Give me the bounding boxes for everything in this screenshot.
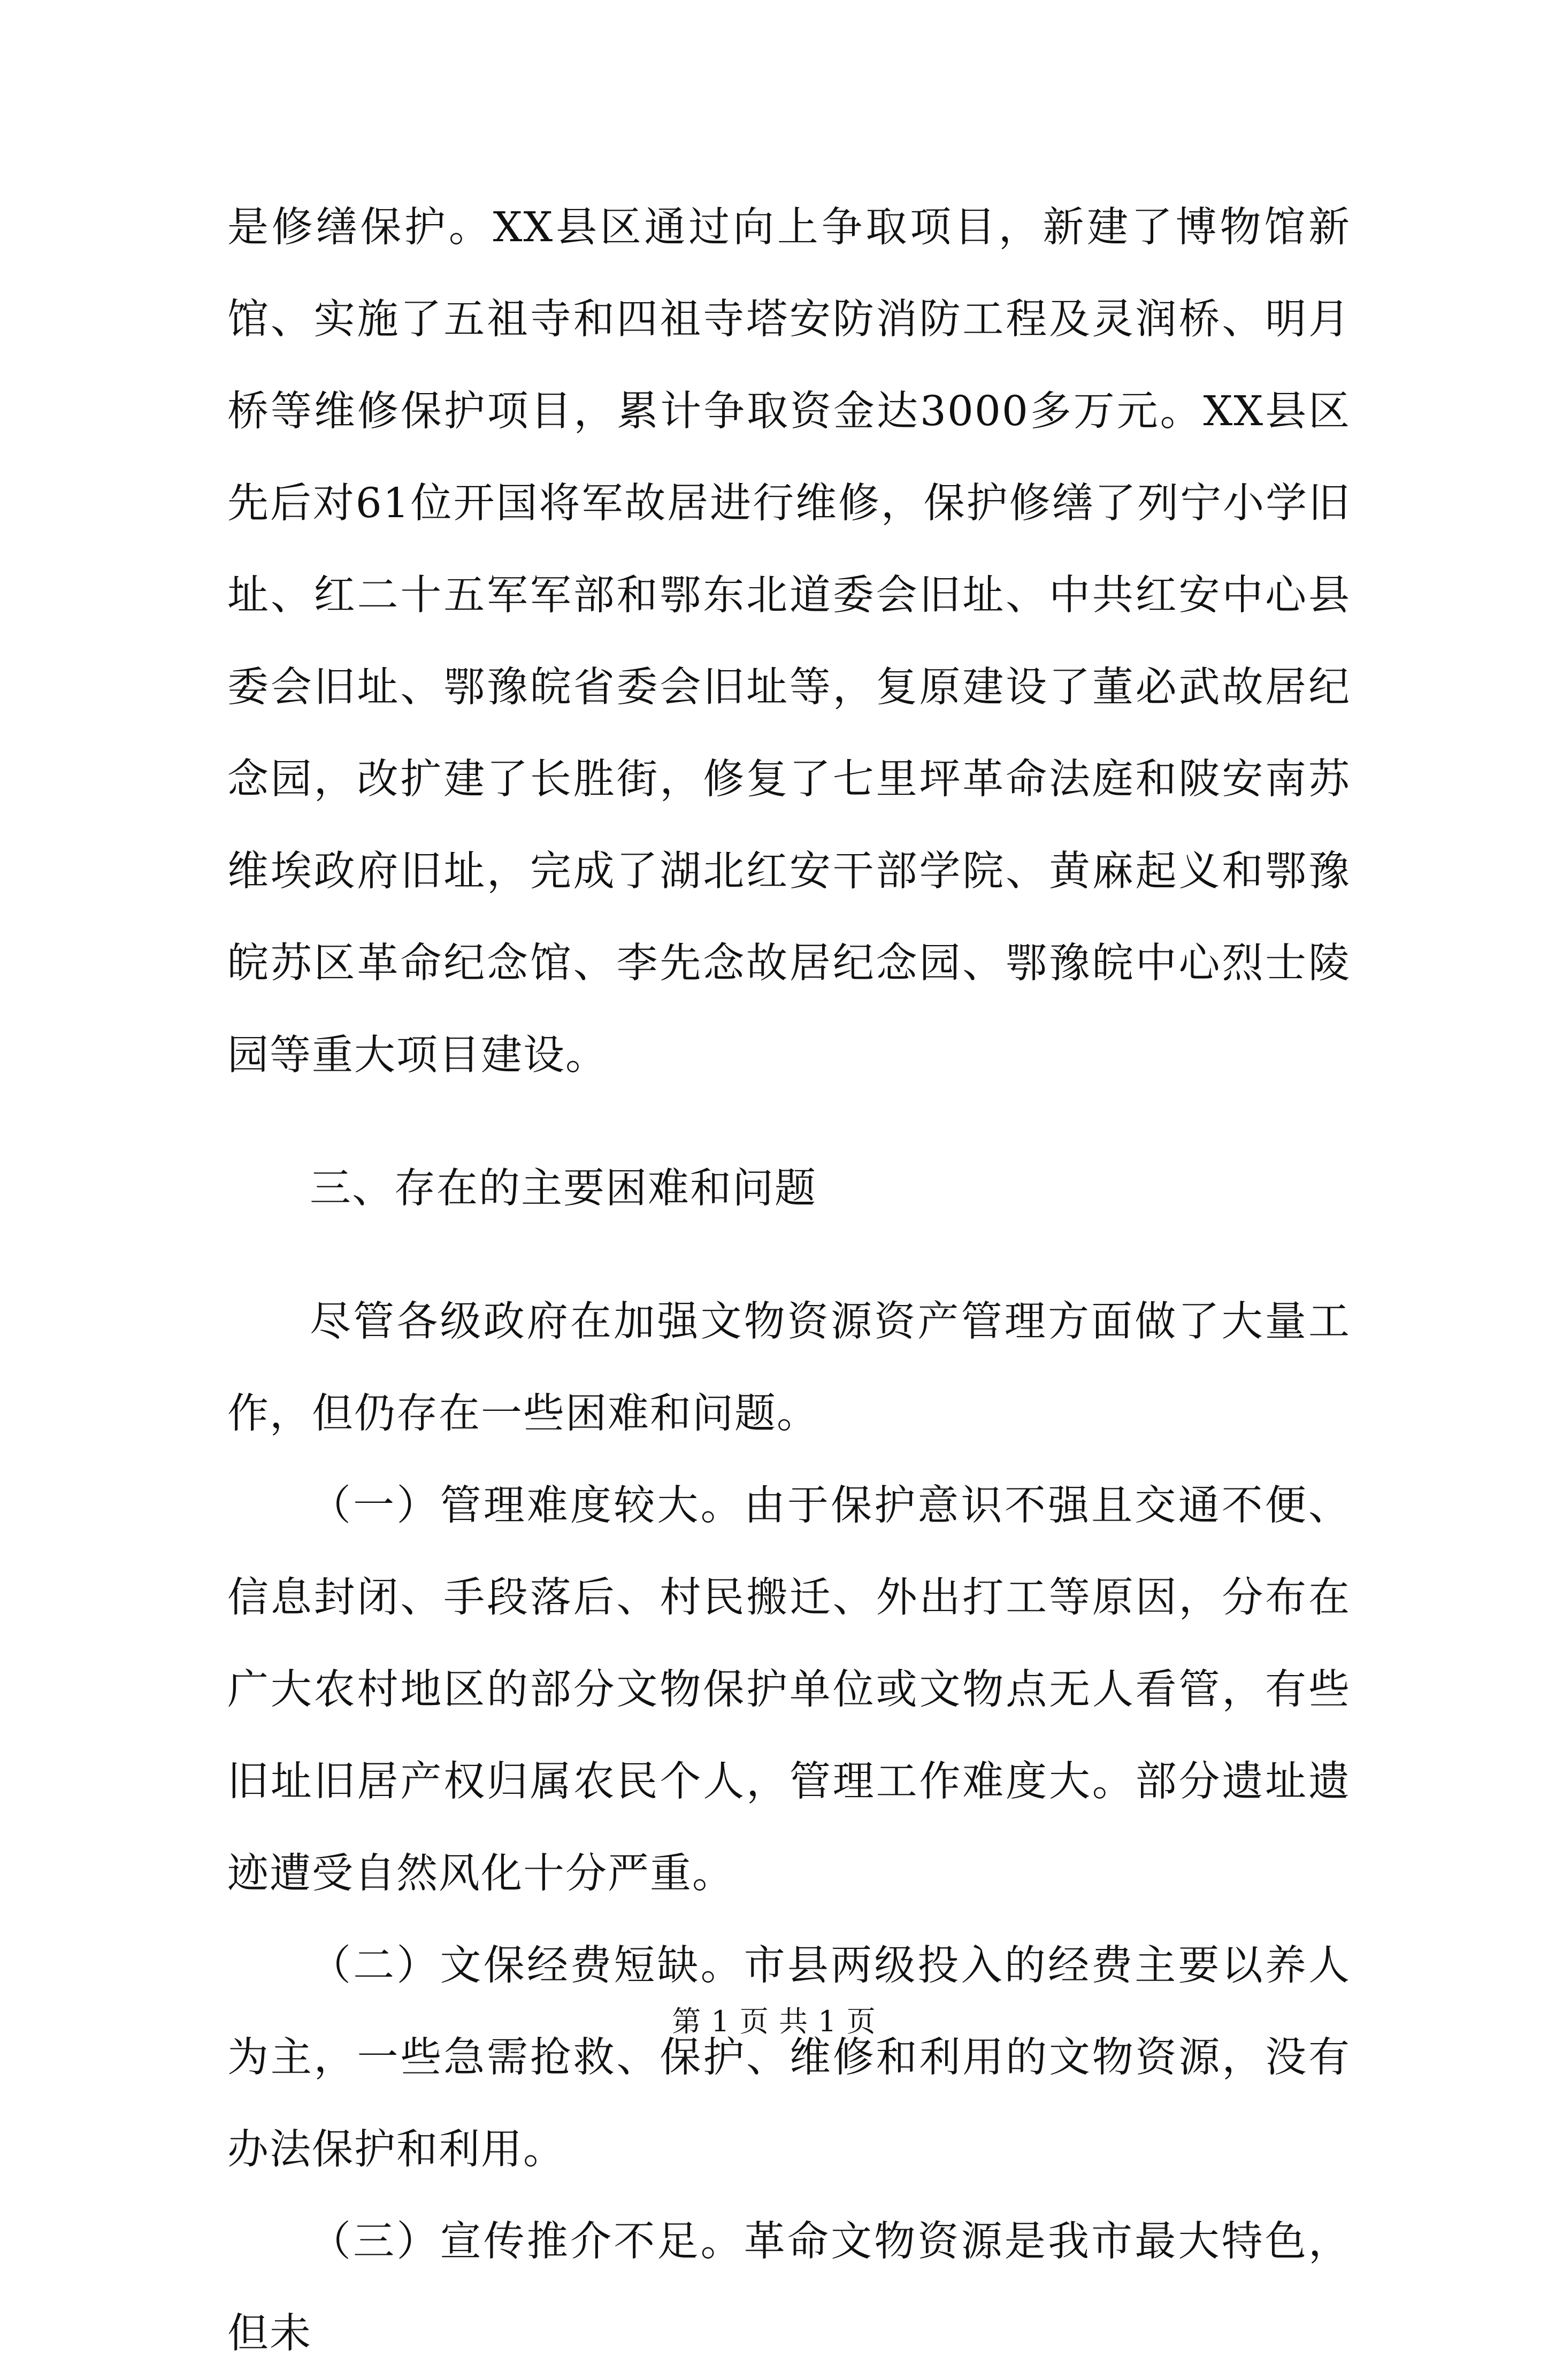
page-footer: [0, 2003, 1548, 2040]
page-number-label: 第 1 页 共 1 页: [672, 2005, 876, 2038]
paragraph-restoration-projects: 是修缮保护。XX县区通过向上争取项目，新建了博物馆新馆、实施了五祖寺和四祖寺塔安防消防工程及灵润桥、明月桥等维修保护项目，累计争取资金达3000多万元。XX县区先后对61位开国将军故居进行维修，保护修缮了列宁小学旧址、红二十五军军部和鄂东北道委会旧址、中共红安中心县委会旧址、鄂豫皖省委会旧址等，复原建设了董必武故居纪念园，改扩建了长胜街，修复了七里坪革命法庭和陂安南苏维埃政府旧址，完成了湖北红安干部学院、黄麻起义和鄂豫皖苏区革命纪念馆、李先念故居纪念园、鄂豫皖中心烈士陵园等重大项目建设。: [227, 204, 1351, 1079]
paragraph-management-difficulty: （一）管理难度较大。由于保护意识不强且交通不便、信息封闭、手段落后、村民搬迁、外出打工等原因，分布在广大农村地区的部分文物保护单位或文物点无人看管，有些旧址旧居产权归属农民个人，管理工作难度大。部分遗址遗迹遭受自然风化十分严重。: [227, 1482, 1351, 1898]
section-heading-problems: 三、存在的主要困难和问题: [310, 1165, 817, 1212]
document-body: [227, 182, 1351, 2380]
paragraph-intro-problems: 尽管各级政府在加强文物资源资产管理方面做了大量工作，但仍存在一些困难和问题。: [227, 1298, 1351, 1438]
paragraph-promotion-insufficient: （三）宣传推介不足。革命文物资源是我市最大特色，但未: [227, 2218, 1351, 2358]
paragraph-funding-shortage: （二）文保经费短缺。市县两级投入的经费主要以养人为主，一些急需抢救、保护、维修和利用的文物资源，没有办法保护和利用。: [227, 1942, 1351, 2174]
